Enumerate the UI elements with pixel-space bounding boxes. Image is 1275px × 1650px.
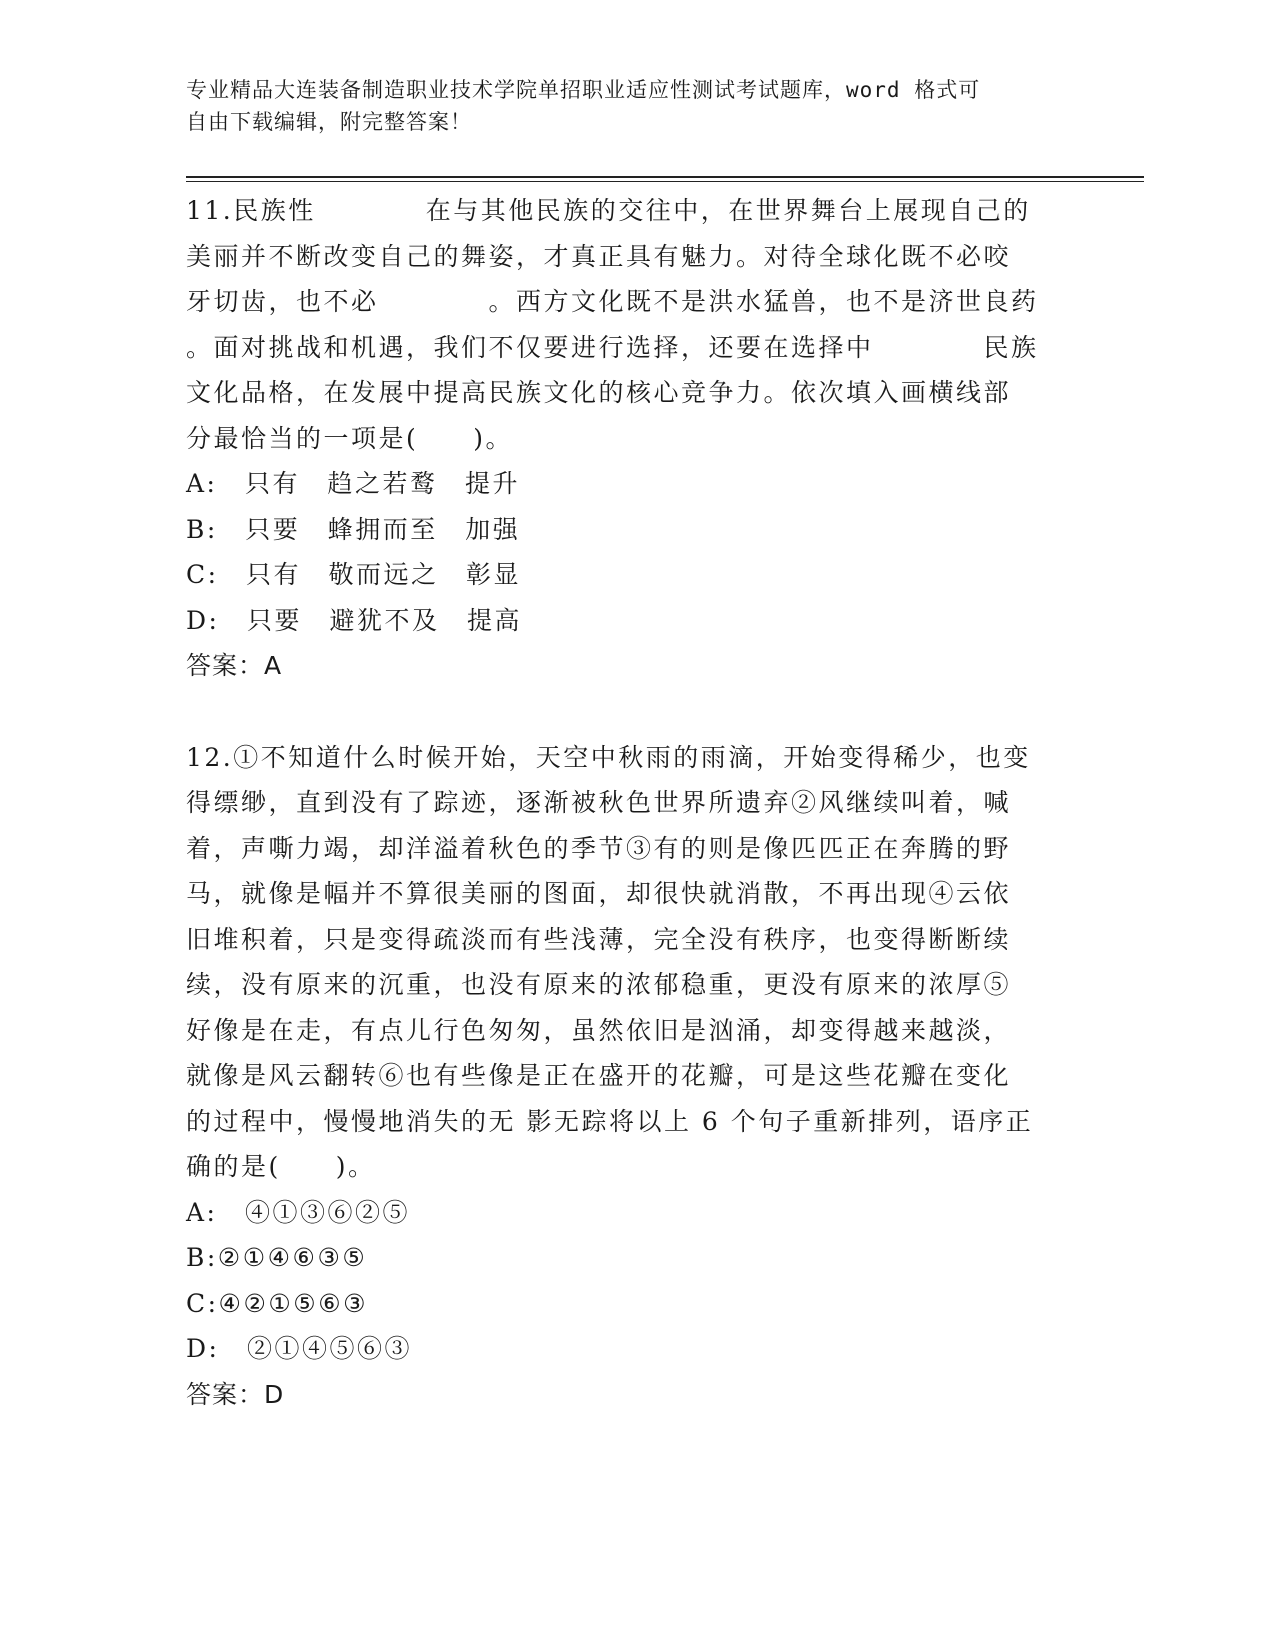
- document-header: [186, 74, 1066, 138]
- question-text-line: 确的是( )。: [186, 1152, 376, 1181]
- question-text-line: 就像是风云翻转⑥也有些像是正在盛开的花瓣，可是这些花瓣在变化: [186, 1061, 1012, 1090]
- answer-label: 答案：D: [186, 1379, 285, 1409]
- header-divider-thin: [186, 181, 1144, 182]
- header-line: 专业精品大连装备制造职业技术学院单招职业适应性测试考试题库，word 格式可: [186, 78, 981, 102]
- option-a: A: 只有 趋之若鹜 提升: [186, 469, 520, 498]
- question-text-line: 。面对挑战和机遇，我们不仅要进行选择，还要在选择中 民族: [186, 332, 1039, 362]
- question-text-line: 美丽并不断改变自己的舞姿，才真正具有魅力。对待全球化既不必咬: [186, 241, 1012, 271]
- question-text-line: 马，就像是幅并不算很美丽的图面，却很快就消散，不再出现④云依: [186, 879, 1012, 908]
- option-c: C:④②①⑤⑥③: [186, 1288, 369, 1318]
- question-text-line: 11.民族性 在与其他民族的交往中，在世界舞台上展现自己的: [186, 196, 1031, 225]
- option-a: A: ④①③⑥②⑤: [186, 1197, 410, 1227]
- question-text-line: 得缥缈，直到没有了踪迹，逐渐被秋色世界所遗弃②风继续叫着，喊: [186, 788, 1012, 817]
- option-b: B:②①④⑥③⑤: [186, 1243, 368, 1272]
- question-text-line: 文化品格，在发展中提高民族文化的核心竞争力。依次填入画横线部: [186, 378, 1012, 407]
- question-text-line: 牙切齿，也不必 。西方文化既不是洪水猛兽，也不是济世良药: [186, 287, 1039, 316]
- question-text-line: 分最恰当的一项是( )。: [186, 423, 514, 453]
- question-text-line: 好像是在走，有点儿行色匆匆，虽然依旧是汹涌，却变得越来越淡，: [186, 1015, 1012, 1045]
- question-11: [186, 188, 1086, 689]
- question-text-line: 着，声嘶力竭，却洋溢着秋色的季节③有的则是像匹匹正在奔腾的野: [186, 833, 1012, 863]
- option-c: C: 只有 敬而远之 彰显: [186, 560, 522, 589]
- question-text-line: 旧堆积着，只是变得疏淡而有些浅薄，完全没有秩序，也变得断断续: [186, 924, 1012, 954]
- answer-label: 答案：A: [186, 651, 283, 680]
- question-text-line: 续，没有原来的沉重，也没有原来的浓郁稳重，更没有原来的浓厚⑤: [186, 970, 1012, 999]
- option-d: D: ②①④⑤⑥③: [186, 1334, 412, 1363]
- question-12: [186, 735, 1086, 1418]
- header-divider: [186, 176, 1144, 178]
- question-text-line: 12.①不知道什么时候开始，天空中秋雨的雨滴，开始变得稀少，也变: [186, 742, 1031, 772]
- option-d: D: 只要 避犹不及 提高: [186, 605, 522, 635]
- question-spacer: [186, 689, 1086, 735]
- question-text-line: 的过程中，慢慢地消失的无 影无踪将以上 6 个句子重新排列，语序正: [186, 1106, 1034, 1136]
- header-line: 自由下载编辑，附完整答案！: [186, 110, 472, 134]
- option-b: B: 只要 蜂拥而至 加强: [186, 514, 521, 544]
- question-list: [186, 188, 1086, 1417]
